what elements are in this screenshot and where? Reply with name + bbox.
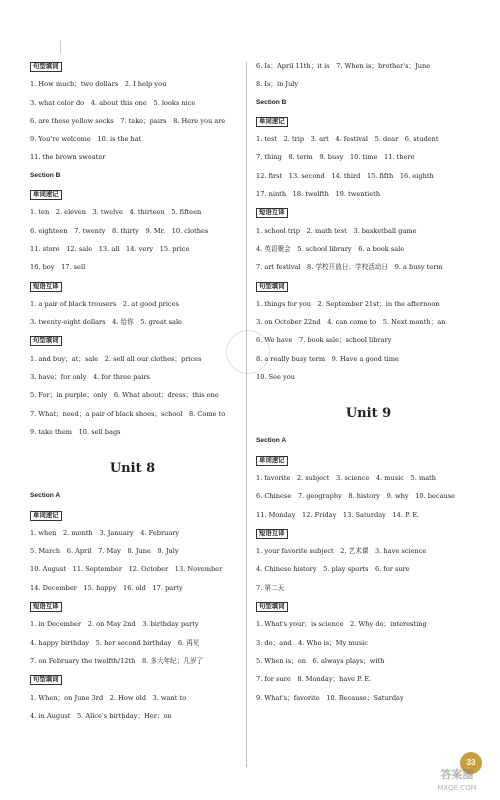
faint-stamp bbox=[226, 330, 270, 374]
answer-line: 1. when 2. month 3. January 4. February bbox=[30, 528, 180, 537]
answer-line: 6. are these yellow socks 7. take；pairs 8. Here you are bbox=[30, 116, 226, 125]
section-title: Section B bbox=[256, 98, 287, 106]
heading-label: 句型填词 bbox=[30, 336, 62, 346]
heading-label: 短语互译 bbox=[256, 208, 288, 218]
heading-label: 句型填词 bbox=[30, 62, 62, 72]
answer-line: 3. twenty-eight dollars 4. 给你 5. great sale bbox=[30, 318, 182, 327]
answer-line: 3. on October 22nd 4. can come to 5. Next month；an bbox=[256, 318, 446, 327]
heading-label: 句型填词 bbox=[30, 675, 62, 685]
answer-line: 11. Monday 12. Friday 13. Saturday 14. P. E. bbox=[256, 510, 420, 519]
heading-label: 单词速记 bbox=[256, 117, 288, 127]
answer-line: 5. March 6. April 7. May 8. June 9. July bbox=[30, 547, 179, 556]
answer-line: 4. 英语聚会 5. school library 6. a book sale bbox=[256, 244, 405, 253]
answer-line: 16. boy 17. sell bbox=[30, 263, 86, 272]
answer-line: 1. and buy；at；sale 2. sell all our clothes；prices bbox=[30, 354, 202, 363]
section-heading bbox=[30, 336, 235, 354]
answer-line: 3. do；and 4. Who is；My music bbox=[256, 638, 368, 647]
section-heading bbox=[30, 62, 235, 80]
answer-line: 3. have；for only 4. for three pairs bbox=[30, 373, 150, 382]
answer-line: 1. things for you 2. September 21st；in the afternoon bbox=[256, 299, 440, 308]
svg-text:MXQE.COM: MXQE.COM bbox=[437, 784, 477, 792]
section-title: Section B bbox=[30, 171, 61, 179]
answer-line: 7. art festival 8. 学校开放日；学校活动日 9. a busy term bbox=[256, 263, 443, 272]
section-heading bbox=[256, 456, 481, 474]
unit-title: Unit 9 bbox=[345, 406, 392, 422]
answer-line: 7. thing 8. term 9. busy 10. time 11. there bbox=[256, 153, 415, 162]
answer-line: 7. What；need；a pair of black shoes；school 8. Come to bbox=[30, 409, 226, 418]
answer-line: 6. Chinese 7. geography 8. history 9. why 10. because bbox=[256, 492, 456, 501]
answer-line: 3. what color do 4. about this one 5. looks nice bbox=[30, 98, 196, 107]
heading-label: 短语互译 bbox=[256, 529, 288, 539]
answer-line: 8. a really busy term 9. Have a good time bbox=[256, 354, 399, 363]
answer-line: 1. ten 2. eleven 3. twelve 4. thirteen 5. fifteen bbox=[30, 208, 202, 217]
top-mark bbox=[60, 40, 61, 54]
svg-text:答案圈: 答案圈 bbox=[440, 768, 474, 781]
section-title: Section A bbox=[30, 492, 61, 500]
section-heading bbox=[30, 602, 235, 620]
answer-line: 4. Chinese history 5. play sports 6. for sure bbox=[256, 565, 410, 574]
answer-line: 1. test 2. trip 3. art 4. festival 5. dear 6. student bbox=[256, 135, 439, 144]
answer-line: 4. in August 5. Alice's birthday；Her；on bbox=[30, 711, 172, 720]
answer-line: 7. 第二天 bbox=[256, 583, 285, 592]
answer-line: 7. on February the twelfth/12th 8. 多大年纪；几岁了 bbox=[30, 656, 204, 665]
answer-line: 8. Is；in July bbox=[256, 80, 299, 89]
answer-line: 17. ninth 18. twelfth 19. twentieth bbox=[256, 190, 381, 199]
answer-line: 1. favorite 2. subject 3. science 4. music 5. math bbox=[256, 473, 437, 482]
answer-line: 1. school trip 2. math test 3. basketball game bbox=[256, 226, 417, 235]
section-heading bbox=[256, 282, 481, 300]
answer-line: 14. December 15. happy 16. old 17. party bbox=[30, 583, 183, 592]
answer-line: 6. eighteen 7. twenty 8. thirty 9. Mr. 10. clothes bbox=[30, 226, 209, 235]
answer-line: 6. We have 7. book sale；school library bbox=[256, 336, 392, 345]
heading-label: 短语互译 bbox=[30, 282, 62, 292]
answer-line: 9. What's；favorite 10. Because；Saturday bbox=[256, 693, 404, 702]
answer-line: 9. You're welcome 10. is the hat bbox=[30, 135, 142, 144]
answer-line: 1. What's your；is science 2. Why do；interesting bbox=[256, 620, 427, 629]
answer-line: 7. for sure 8. Monday；have P. E. bbox=[256, 675, 372, 684]
unit-title: Unit 8 bbox=[109, 461, 156, 477]
answer-line: 11. the brown sweater bbox=[30, 153, 106, 162]
section-heading bbox=[30, 190, 235, 208]
right-column bbox=[256, 62, 481, 712]
answer-line: 1. your favorite subject 2. 艺术课 3. have science bbox=[256, 547, 427, 556]
answer-line: 6. Is；April 11th；it is 7. When is；brother's；June bbox=[256, 62, 431, 70]
column-divider bbox=[246, 62, 247, 767]
answer-line: 5. For；in purple；only 6. What about；dress；this one bbox=[30, 391, 219, 400]
heading-label: 单词速记 bbox=[30, 190, 62, 200]
page-number: 33 bbox=[460, 752, 482, 774]
section-title: Section A bbox=[256, 437, 287, 445]
answer-line: 10. See you bbox=[256, 373, 295, 382]
answer-line: 4. happy birthday 5. her second birthday 6. 再见 bbox=[30, 638, 200, 647]
left-column bbox=[30, 62, 235, 730]
section-heading bbox=[30, 282, 235, 300]
section-heading bbox=[256, 602, 481, 620]
heading-label: 短语互译 bbox=[30, 602, 62, 612]
answer-line: 12. first 13. second 14. third 15. fifth 16. eighth bbox=[256, 171, 434, 180]
answer-line: 5. When is；on 6. always plays；with bbox=[256, 656, 385, 665]
heading-label: 句型填词 bbox=[256, 282, 288, 292]
watermark-logo bbox=[422, 764, 492, 794]
section-heading bbox=[30, 511, 235, 529]
answer-line: 1. How much；two dollars 2. I help you bbox=[30, 80, 167, 89]
answer-line: 10. August 11. September 12. October 13. November bbox=[30, 565, 223, 574]
heading-label: 单词速记 bbox=[256, 456, 288, 466]
section-heading bbox=[30, 675, 235, 693]
section-heading bbox=[256, 529, 481, 547]
section-heading bbox=[256, 208, 481, 226]
answer-line: 11. store 12. sale 13. all 14. very 15. price bbox=[30, 244, 190, 253]
heading-label: 单词速记 bbox=[30, 511, 62, 521]
answer-line: 1. a pair of black trousers 2. at good prices bbox=[30, 299, 179, 308]
heading-label: 句型填词 bbox=[256, 602, 288, 612]
section-heading bbox=[256, 117, 481, 135]
answer-line: 9. take them 10. sell bags bbox=[30, 427, 121, 436]
answer-line: 1. When；on June 3rd 2. How old 3. want to bbox=[30, 693, 187, 702]
answer-line: 1. in December 2. on May 2nd 3. birthday party bbox=[30, 620, 199, 629]
